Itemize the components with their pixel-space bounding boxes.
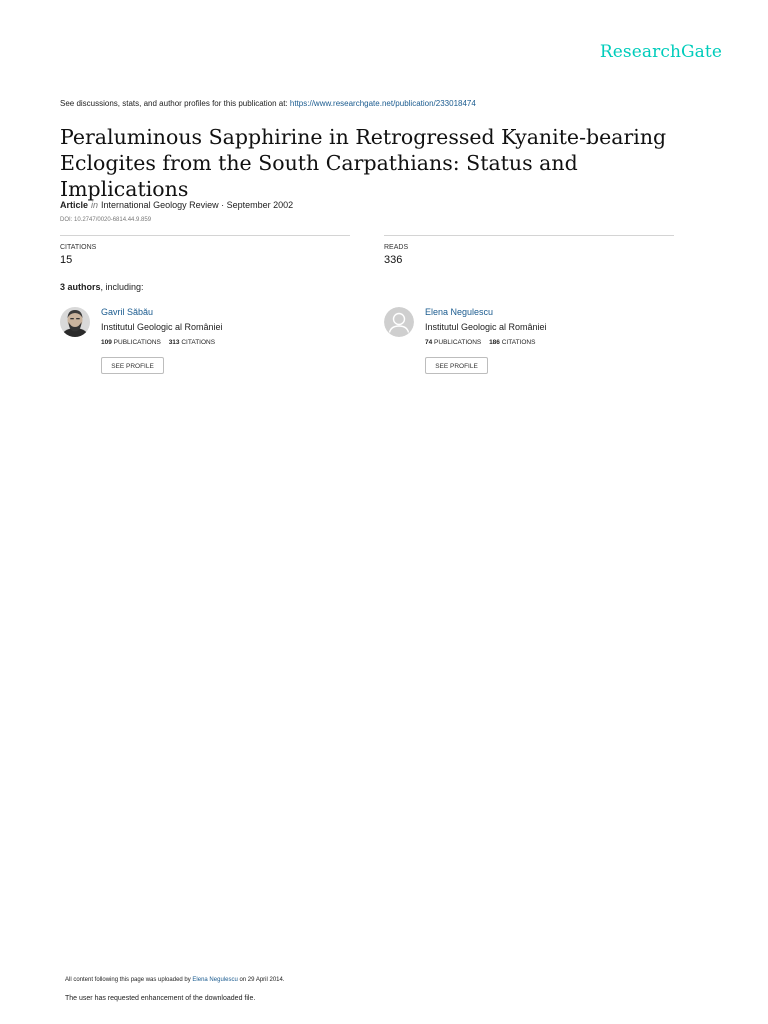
author-name-link[interactable]: Elena Negulescu <box>425 307 494 317</box>
publications-label: PUBLICATIONS <box>434 339 482 346</box>
upload-note <box>65 977 285 983</box>
publication-url-link[interactable]: https://www.researchgate.net/publication/233018474 <box>289 99 476 108</box>
reads-value: 336 <box>384 254 403 266</box>
citations-value: 15 <box>60 254 73 266</box>
publications-label: PUBLICATIONS <box>113 339 161 346</box>
author-institution: Institutul Geologic al României <box>101 322 223 332</box>
researchgate-logo[interactable]: ResearchGate <box>599 42 722 62</box>
uploader-link[interactable]: Elena Negulescu <box>192 977 238 983</box>
author-card <box>384 307 684 377</box>
publications-count: 74 <box>425 339 433 346</box>
header-see-line <box>60 99 476 108</box>
author-citations-count: 186 <box>489 339 500 346</box>
default-user-avatar-icon[interactable] <box>384 307 414 337</box>
doi-text: DOI: 10.2747/0020-6814.44.9.859 <box>60 217 152 223</box>
publication-meta <box>60 200 293 210</box>
author-photo-icon[interactable] <box>60 307 90 337</box>
author-card <box>60 307 360 377</box>
author-stats <box>101 339 215 346</box>
author-name-link[interactable]: Gavril Săbău <box>101 307 154 317</box>
enhancement-note: The user has requested enhancement of the downloaded file. <box>65 995 256 1002</box>
author-citations-label: CITATIONS <box>181 339 216 346</box>
citations-label: CITATIONS <box>60 244 97 251</box>
publication-title: Peraluminous Sapphirine in Retrogressed Kyanite-bearing Eclogites from the South Carpathians: Status and Implications <box>60 125 667 201</box>
authors-heading <box>60 282 144 292</box>
authors-suffix: , including: <box>100 282 144 292</box>
upload-suffix: on 29 April 2014. <box>237 977 285 983</box>
author-stats <box>425 339 535 346</box>
author-citations-label: CITATIONS <box>501 339 536 346</box>
see-profile-button[interactable]: SEE PROFILE <box>425 357 488 374</box>
publications-count: 109 <box>101 339 112 346</box>
header-see-text: See discussions, stats, and author profiles for this publication at: <box>60 99 290 108</box>
see-profile-button[interactable]: SEE PROFILE <box>101 357 164 374</box>
journal-and-date: International Geology Review · September 2002 <box>101 200 294 210</box>
citations-stat <box>60 235 350 266</box>
meta-in-label: in <box>91 200 99 210</box>
author-institution: Institutul Geologic al României <box>425 322 547 332</box>
reads-label: READS <box>384 244 409 251</box>
upload-prefix: All content following this page was uploaded by <box>65 977 193 983</box>
authors-count: 3 authors <box>60 282 101 292</box>
reads-stat <box>384 235 674 266</box>
publication-type: Article <box>60 200 89 210</box>
author-citations-count: 313 <box>168 339 180 346</box>
